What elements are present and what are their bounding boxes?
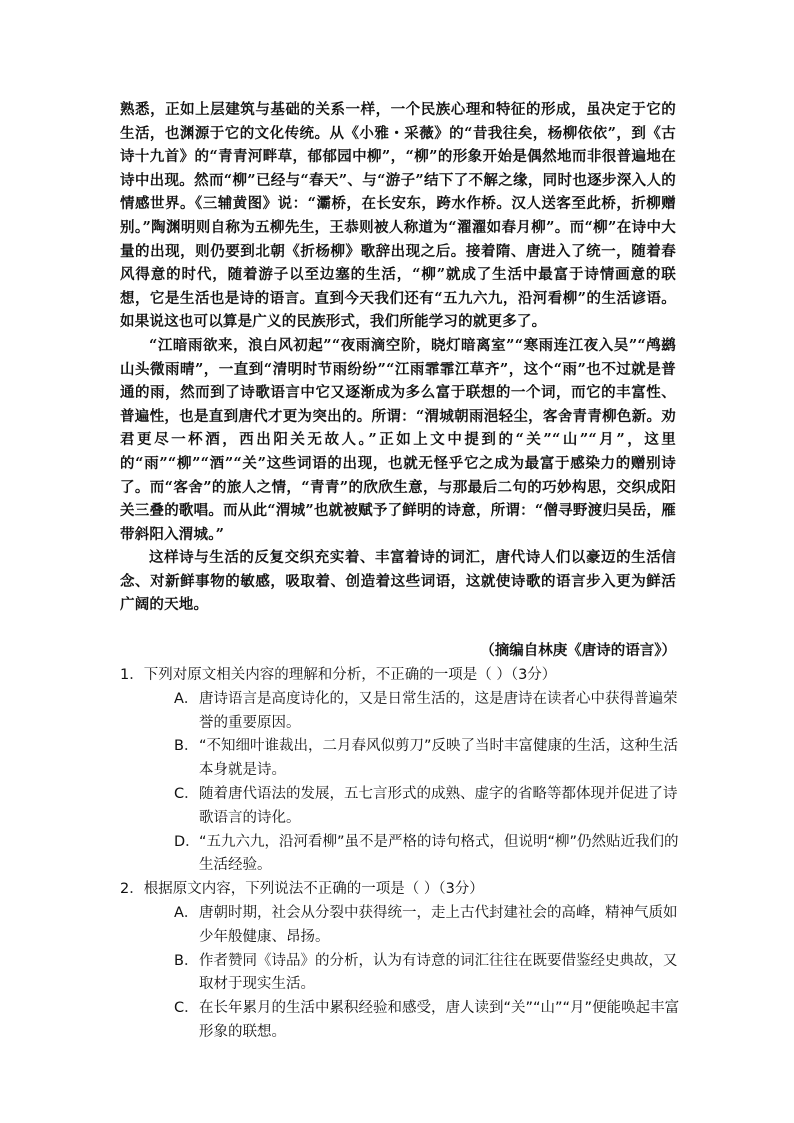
option-text: 唐朝时期，社会从分裂中获得统一，走上古代封建社会的高峰，精神气质如少年般健康、昂扬。 [199, 904, 678, 945]
passage-paragraph-3: 这样诗与生活的反复交织充实着、丰富着诗的词汇，唐代诗人们以豪迈的生活信念、对新鲜事物的敏感，吸取着、创造着这些词语，这就使诗歌的语言步入更为鲜活广阔的天地。 [120, 549, 676, 614]
question-stem: 2．根据原文内容，下列说法不正确的一项是（ ）（3分） [120, 881, 484, 898]
question-1 [120, 664, 686, 878]
option-text: 作者赞同《诗品》的分析，认为有诗意的词汇往往在既要借鉴经史典故，又取材于现实生活。 [199, 952, 678, 993]
option-letter: A． [174, 904, 199, 921]
option-text: 在长年累月的生活中累积经验和感受，唐人读到“关”“山”“月”便能唤起丰富形象的联想。 [199, 1000, 680, 1040]
option-text: 随着唐代语法的发展，五七言形式的成熟、虚字的省略等都体现并促进了诗歌语言的诗化。 [199, 785, 678, 826]
option-c [120, 997, 686, 1045]
passage-paragraph-2: “江暗雨欲来，浪白风初起”“夜雨滴空阶，晓灯暗离室”“寒雨连江夜入吴”“鸬鹚山头微雨晴”，一直到“清明时节雨纷纷”“江雨霏霏江草齐”，这个“雨”也不过就是普通的雨，然而到了诗歌语言中它又逐渐成为多么富于联想的一个词，而它的丰富性、普遍性，也是直到唐代才更为突出的。所谓：“渭城朝雨浥轻尘，客舍青青柳色新。劝君更尽一杯酒，西出阳关无故人。”正如上文中提到的“关”“山”“月”，这里的“雨”“柳”“酒”“关”这些词语的出现，也就无怪乎它之成为最富于感染力的赠别诗了。而“客舍”的旅人之情，“青青”的欣欣生意，与那最后二句的巧妙构思，交织成阳关三叠的歌唱。而从此“渭城”也就被赋予了鲜明的诗意，所谓：“僧寻野渡归吴岳，雁带斜阳入渭城。” [120, 336, 676, 543]
option-text: “不知细叶谁裁出，二月春风似剪刀”反映了当时丰富健康的生活，这种生活本身就是诗。 [199, 738, 679, 779]
option-d [120, 831, 686, 879]
option-letter: C． [174, 785, 199, 802]
option-text: 唐诗语言是高度诗化的，又是日常生活的，这是唐诗在读者心中获得普遍荣誉的重要原因。 [199, 690, 678, 731]
option-letter: A． [174, 690, 199, 707]
question-stem: 1．下列对原文相关内容的理解和分析，不正确的一项是（ ）（3分） [120, 667, 557, 683]
option-a [120, 688, 686, 736]
option-text: “五九六九，沿河看柳”虽不是严格的诗句格式，但说明“柳”仍然贴近我们的生活经验。 [199, 833, 679, 874]
option-c [120, 783, 686, 831]
passage-source: （摘编自林庚《唐诗的语言》） [480, 642, 676, 659]
option-letter: B． [174, 952, 199, 969]
option-b [120, 950, 686, 998]
option-a [120, 902, 686, 950]
reading-passage [120, 98, 676, 617]
passage-paragraph-1: 熟悉，正如上层建筑与基础的关系一样，一个民族心理和特征的形成，虽决定于它的生活，也渊源于它的文化传统。从《小雅・采薇》的“昔我往矣，杨柳依依”，到《古诗十九首》的“青青河畔草，郁郁园中柳”，“柳”的形象开始是偶然地而非很普遍地在诗中出现。然而“柳”已经与“春天”、与“游子”结下了不解之缘，同时也逐步深入人的情感世界。《三辅黄图》说：“灞桥，在长安东，跨水作桥。汉人送客至此桥，折柳赠别。”陶渊明则自称为五柳先生，王恭则被人称道为“濯濯如春月柳”。而“柳”在诗中大量的出现，则仍要到北朝《折杨柳》歌辞出现之后。接着隋、唐进入了统一，随着春风得意的时代，随着游子以至边塞的生活，“柳”就成了生活中最富于诗情画意的联想，它是生活也是诗的语言。直到今天我们还有“五九六九，沿河看柳”的生活谚语。如果说这也可以算是广义的民族形式，我们所能学习的就更多了。 [120, 101, 676, 331]
option-letter: C． [174, 1000, 199, 1017]
option-letter: B． [174, 738, 199, 755]
option-b [120, 735, 686, 783]
option-letter: D． [174, 833, 200, 850]
question-2 [120, 878, 686, 1045]
question-list [120, 664, 686, 1045]
